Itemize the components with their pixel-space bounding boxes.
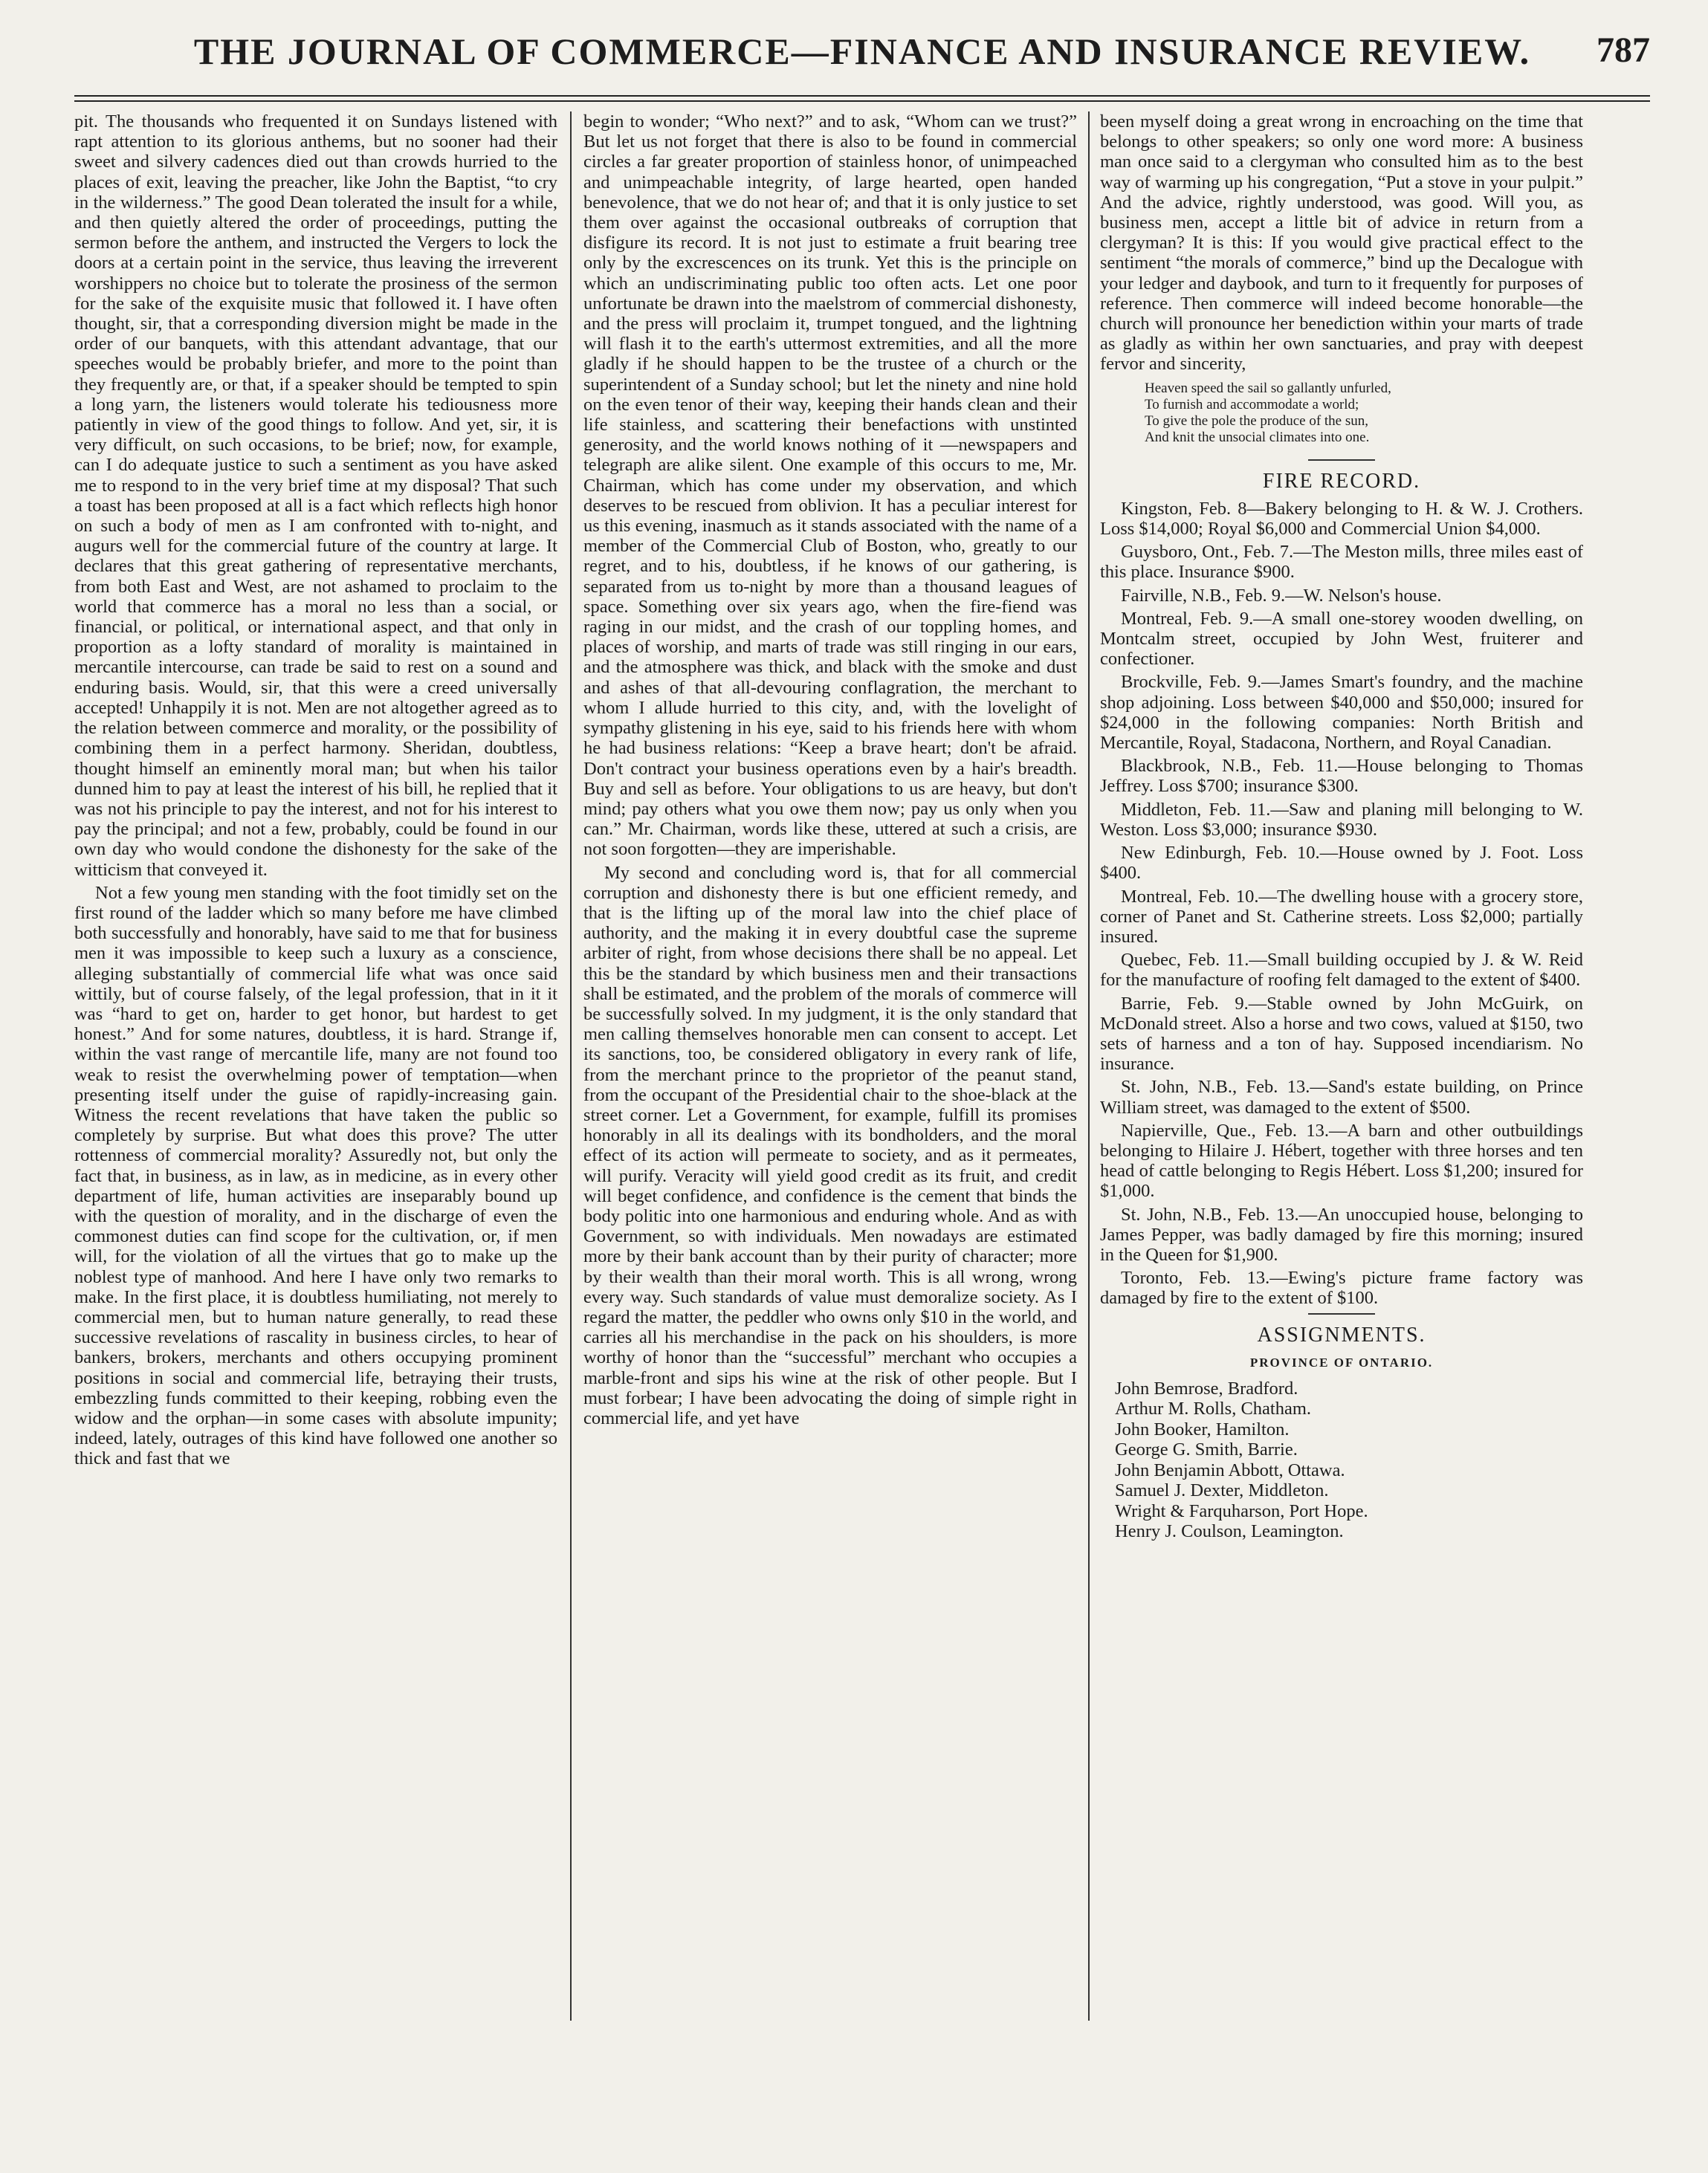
- article-paragraph: Not a few young men standing with the foot timidly set on the first round of the ladder which so many before me have climbed both successfully and honorably, have said to me that for business men it was impossible to keep such a luxury as a conscience, alleging substantially of commercial life what was once said wittily, but of course falsely, of the legal profession, that in it it was “hard to get on, harder to get honor, but hardest to get honest.” And for some natures, doubtless, it is hard. Strange if, within the vast range of mercantile life, many are not found too weak to resist the overwhelming power of temptation—when presenting itself under the guise of rapidly-increasing gain. Witness the recent revelations that have taken the public so completely by surprise. But what does this prove? The utter rottenness of commercial morality? Assuredly not, but only the fact that, in business, as in law, as in medicine, as in every other department of life, human activities are inseparably bound up with the question of morality, and in the discharge of even the commonest duties can find scope for the cultivation, or, if men will, for the violation of all the virtues that go to make up the noblest type of manhood. And here I have only two remarks to make. In the first place, it is doubtless humiliating, not merely to commercial men, but to human nature generally, to read these successive revelations of rascality in business circles, to hear of bankers, brokers, merchants and others occupying prominent positions in social and commercial life, betraying their trusts, embezzling funds committed to their keeping, robbing even the widow and the orphan—in some cases with absolute impunity; indeed, lately, outrages of this kind have followed one another so thick and fast that we: [74, 882, 557, 1469]
- header-rule-top: [74, 95, 1650, 97]
- fire-record-entry: Brockville, Feb. 9.—James Smart's foundry, and the machine shop adjoining. Loss between $40,000 and $50,000; insured for $24,000 in the following companies: North British and Mercantile, Royal, Stadacona, Northern, and Royal Canadian.: [1100, 672, 1583, 754]
- fire-record-entry: Fairville, N.B., Feb. 9.—W. Nelson's house.: [1121, 585, 1442, 606]
- fire-record-entry: Kingston, Feb. 8—Bakery belonging to H. & W. J. Crothers. Loss $14,000; Royal $6,000 and Commercial Union $4,000.: [1100, 498, 1583, 540]
- journal-title: THE JOURNAL OF COMMERCE—FINANCE AND INSURANCE REVIEW.: [193, 30, 1531, 72]
- assignment-entry: Henry J. Coulson, Leamington.: [1115, 1521, 1344, 1542]
- header-rule-bottom: [74, 100, 1650, 102]
- fire-record-heading: FIRE RECORD.: [1262, 469, 1421, 493]
- page-number: 787: [1597, 30, 1650, 70]
- article-paragraph: begin to wonder; “Who next?” and to ask, “Whom can we trust?” But let us not forget that there is also to be found in commercial circles a far greater proportion of stainless honor, of unimpeached and unimpeachable integrity, of large hearted, open handed benevolence, that we do not hear of; and that it is only justice to set them over against the occasional outbreaks of corruption that disfigure its record. It is not just to estimate a fruit bearing tree only by the excrescences on its trunk. Yet this is the principle on which an undiscriminating public too often acts. Let one poor unfortunate be drawn into the maelstrom of commercial dishonesty, and the press will proclaim it, trumpet tongued, and the lightning will flash it to the earth's uttermost extremities, and all the more gladly if he should happen to be the trustee of a church or the superintendent of a Sunday school; but let the ninety and nine hold on the even tenor of their way, keeping their hands clean and their life stainless, and scattering their benefactions with unstinted generosity, and the world knows nothing of it —newspapers and telegraph are alike silent. One example of this occurs to me, Mr. Chairman, which has come under my observation, and which deserves to be rescued from oblivion. It has a peculiar interest for us this evening, inasmuch as it stands associated with the name of a member of the Commercial Club of Boston, who, greatly to our regret, and to his, doubtless, if he knows of our gathering, is separated from us to-night by more than a thousand leagues of space. Something over six years ago, when the fire-fiend was raging in our midst, and the crash of our toppling homes, and places of worship, and marts of trade was still ringing in our ears, and the atmosphere was thick, and black with the smoke and dust and ashes of that all-devouring conflagration, the merchant to whom I allude hurried to this city, and, with the lovelight of sympathy glistening in his eye, said to his friends here with whom he had business relations: “Keep a brave heart; don't be afraid. Don't contract your business operations even by a hair's breadth. Buy and sell as before. Your obligations to us are heavy, but don't mind; pay others what you owe them now; pay us only when you can.” Mr. Chairman, words like these, uttered at such a crisis, are not soon forgotten—they are imperishable.: [583, 111, 1077, 860]
- fire-record-entry: St. John, N.B., Feb. 13.—Sand's estate building, on Prince William street, was damaged to the extent of $500.: [1100, 1077, 1583, 1118]
- poem-line: To give the pole the produce of the sun,: [1145, 412, 1369, 429]
- assignment-entry: Arthur M. Rolls, Chatham.: [1115, 1399, 1312, 1419]
- article-paragraph: been myself doing a great wrong in encroaching on the time that belongs to other speakers; so only one word more: A business man once said to a clergyman who consulted him as to the best way of warming up his congregation, “Put a stove in your pulpit.” And the advice, rightly understood, was good. Will you, as business men, accept a little bit of advice in return from a clergyman? It is this: If you would give practical effect to the sentiment “the morals of commerce,” bind up the Decalogue with your ledger and daybook, and turn to it frequently for purposes of reference. Then commerce will indeed become honorable—the church will pronounce her benediction within your marts of trade as gladly as within her own sanctuaries, and pray with deepest fervor and sincerity,: [1100, 111, 1583, 375]
- fire-record-entry: Guysboro, Ont., Feb. 7.—The Meston mills, three miles east of this place. Insurance $900.: [1100, 542, 1583, 583]
- fire-record-entry: Middleton, Feb. 11.—Saw and planing mill belonging to W. Weston. Loss $3,000; insurance $930.: [1100, 799, 1583, 840]
- article-paragraph: pit. The thousands who frequented it on Sundays listened with rapt attention to its glorious anthems, but no sooner had their sweet and silvery cadences died out than crowds hurried to the places of exit, leaving the preacher, like John the Baptist, “to cry in the wilderness.” The good Dean tolerated the insult for a while, and then quietly altered the order of proceedings, putting the sermon before the anthem, and instructed the Vergers to lock the doors at a certain point in the service, thus leaving the irreverent worshippers no choice but to tolerate the prosiness of the sermon for the sake of the exquisite music that followed it. I have often thought, sir, that a corresponding diversion might be made in the order of our banquets, with this attendant advantage, that our speeches would be probably briefer, and more to the point than they frequently are, or that, if a speaker should be tempted to spin a long yarn, the listeners would tolerate his tediousness more patiently in view of the good things to follow. And yet, sir, it is very difficult, on such occasions, to be brief; now, for example, can I do adequate justice to such a sentiment as you have asked me to respond to in the very brief time at my disposal? That such a toast has been proposed at all is a fact which reflects high honor on such a body of men as I am confronted with to-night, and augurs well for the commercial future of the country at large. It declares that this great gathering of representative merchants, from both East and West, are not ashamed to proclaim to the world that commerce has a moral no less than a social, or financial, or political, or international aspect, and that only in proportion as a lofty standard of morality is maintained in mercantile intercourse, can trade be said to rest on a sound and enduring basis. Would, sir, that this were a creed universally accepted! Unhappily it is not. Men are not altogether agreed as to the relation between commerce and morality, or the possibility of combining them in a perfect harmony. Sheridan, doubtless, thought himself an eminently moral man; but when his tailor dunned him to pay at least the interest of his bill, he replied that it was not his principle to pay the interest, and not for his interest to pay the principal; and not a few, probably, could be found in our own day who would condone the dishonesty for the sake of the witticism that conveyed it.: [74, 111, 557, 880]
- assignment-entry: Samuel J. Dexter, Middleton.: [1115, 1480, 1329, 1501]
- assignments-list: [1115, 1379, 1583, 1542]
- section-divider: [1308, 459, 1375, 461]
- fire-record-entry: Napierville, Que., Feb. 13.—A barn and other outbuildings belonging to Hilaire J. Hébert, together with three horses and ten head of cattle belonging to Regis Hébert. Loss $1,200; insured for $1,000.: [1100, 1120, 1583, 1202]
- assignment-entry: John Booker, Hamilton.: [1115, 1419, 1290, 1440]
- article-paragraph: My second and concluding word is, that for all commercial corruption and dishonesty there is but one efficient remedy, and that is the lifting up of the moral law into the chief place of authority, and the making it in every doubtful case the supreme arbiter of right, from whose decisions there shall be no appeal. Let this be the standard by which business men and their transactions shall be estimated, and the problem of the morals of commerce will be successfully solved. In my judgment, it is the only standard that men calling themselves honorable men can consent to accept. Let its sanctions, too, be considered obligatory in every rank of life, from the merchant prince to the proprietor of the peanut stand, from the occupant of the Presidential chair to the shoe-black at the street corner. Let a Government, for example, fulfill its promises honorably in all its dealings with its bondholders, and the moral effect of its action will permeate to society, and as it permeates, will purify. Veracity will yield good credit as its fruit, and credit will beget confidence, and confidence is the cement that binds the body politic into one harmonious and enduring whole. And as with Government, so with individuals. Men nowadays are estimated more by their bank account than by their purity of character; more by their wealth than their moral worth. This is all wrong, wrong every way. Such standards of value must demoralize society. As I regard the matter, the peddler who owns only $10 in the world, and carries all his merchandise in the pack on his shoulders, is more worthy of honor than the “successful” merchant who occupies a marble-front and sips his wine at the risk of other people. But I must forbear; I have been advocating the doing of simple right in commercial life, and yet have: [583, 862, 1077, 1428]
- assignments-heading: ASSIGNMENTS.: [1257, 1323, 1426, 1347]
- province-subheading: PROVINCE OF ONTARIO.: [1249, 1355, 1434, 1370]
- poem-verse: [1145, 380, 1583, 446]
- fire-record-entry: New Edinburgh, Feb. 10.—House owned by J. Foot. Loss $400.: [1100, 843, 1583, 884]
- column-divider: [570, 111, 572, 2021]
- column-right: [1100, 111, 1583, 2032]
- fire-record-entry: Blackbrook, N.B., Feb. 11.—House belonging to Thomas Jeffrey. Loss $700; insurance $300.: [1100, 756, 1583, 797]
- column-divider: [1088, 111, 1090, 2021]
- fire-record-list: [1100, 499, 1583, 1309]
- assignment-entry: Wright & Farquharson, Port Hope.: [1115, 1500, 1368, 1521]
- fire-record-entry: Quebec, Feb. 11.—Small building occupied by J. & W. Reid for the manufacture of roofing felt damaged to the extent of $400.: [1100, 950, 1583, 991]
- page-header: [74, 30, 1650, 74]
- fire-record-entry: Montreal, Feb. 10.—The dwelling house with a grocery store, corner of Panet and St. Catherine streets. Loss $2,000; partially insured.: [1100, 886, 1583, 947]
- column-middle: [583, 111, 1077, 2032]
- fire-record-entry: Barrie, Feb. 9.—Stable owned by John McGuirk, on McDonald street. Also a horse and two cows, valued at $150, two sets of harness and a ton of hay. Supposed incendiarism. No insurance.: [1100, 993, 1583, 1075]
- assignment-entry: John Benjamin Abbott, Ottawa.: [1115, 1460, 1345, 1480]
- poem-line: And knit the unsocial climates into one.: [1145, 429, 1370, 445]
- assignment-entry: George G. Smith, Barrie.: [1115, 1440, 1298, 1460]
- fire-record-entry: Toronto, Feb. 13.—Ewing's picture frame factory was damaged by fire to the extent of $100.: [1100, 1268, 1583, 1309]
- assignment-entry: John Bemrose, Bradford.: [1115, 1378, 1298, 1399]
- fire-record-entry: Montreal, Feb. 9.—A small one-storey wooden dwelling, on Montcalm street, occupied by John West, fruiterer and confectioner.: [1100, 608, 1583, 670]
- section-divider: [1308, 1313, 1375, 1315]
- fire-record-entry: St. John, N.B., Feb. 13.—An unoccupied house, belonging to James Pepper, was badly damaged by fire this morning; insured in the Queen for $1,900.: [1100, 1204, 1583, 1265]
- poem-line: To furnish and accommodate a world;: [1145, 396, 1359, 412]
- column-left: [74, 111, 557, 2032]
- poem-line: Heaven speed the sail so gallantly unfurled,: [1145, 380, 1391, 396]
